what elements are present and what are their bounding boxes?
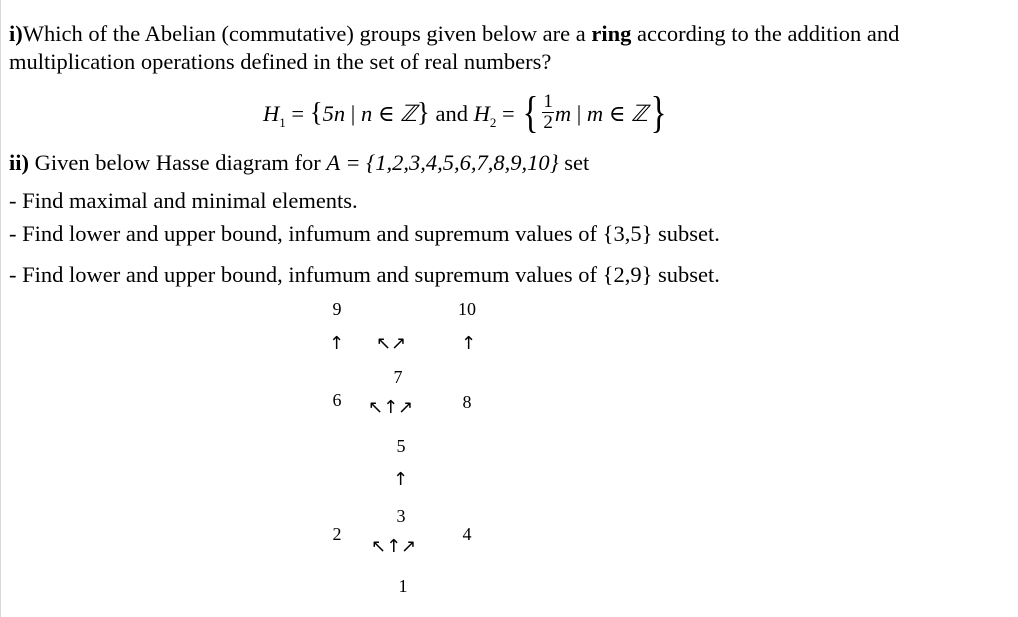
hasse-node-8: 8 xyxy=(462,392,472,412)
arrows-5-to-6-7-8: ↖↑↗ xyxy=(368,397,414,418)
question-i-line-2: multiplication operations defined in the set of real numbers? xyxy=(9,49,552,74)
h2-bar: | xyxy=(571,101,587,126)
hasse-node-7: 7 xyxy=(393,367,403,387)
arrows-7-to-9-and-10: ↖↗ xyxy=(376,333,407,354)
set-expression: A = {1,2,3,4,5,6,7,8,9,10} xyxy=(326,150,559,175)
h1-subscript: 1 xyxy=(279,115,286,130)
fraction-numerator: 1 xyxy=(543,91,553,113)
arrow-8-to-10: ↑ xyxy=(461,333,477,354)
h1-open-brace: { xyxy=(309,97,323,127)
one-half-fraction xyxy=(542,92,554,133)
h2-variable: m xyxy=(554,101,572,126)
h1-name: H xyxy=(263,101,280,126)
hasse-node-1: 1 xyxy=(398,576,408,596)
h2-close-brace: } xyxy=(650,87,667,137)
question-i-text-start: Which of the Abelian (commutative) groups given below are a xyxy=(22,21,592,46)
question-ii-text: Given below Hasse diagram for xyxy=(29,150,327,175)
fraction-denominator: 2 xyxy=(543,112,553,134)
and-word: and xyxy=(429,101,474,126)
hasse-node-9: 9 xyxy=(332,299,342,319)
task-subset-3-5: - Find lower and upper bound, infumum and supremum values of {3,5} subset. xyxy=(9,221,720,246)
hasse-node-4: 4 xyxy=(462,524,472,544)
h2-subscript: 2 xyxy=(489,115,497,130)
question-i-line-1 xyxy=(9,21,899,47)
h1-equals: = xyxy=(285,101,310,126)
h1-close-brace: } xyxy=(416,97,430,127)
hasse-node-3: 3 xyxy=(396,506,406,526)
arrow-3-to-5: ↑ xyxy=(393,469,409,490)
task-subset-2-9: - Find lower and upper bound, infumum and supremum values of {2,9} subset. xyxy=(9,262,720,287)
arrow-6-to-9: ↑ xyxy=(329,333,345,354)
hasse-node-10: 10 xyxy=(458,299,476,319)
set-word: set xyxy=(558,150,590,175)
formula-line xyxy=(263,87,669,137)
question-ii-label: ii) xyxy=(9,150,29,175)
hasse-node-2: 2 xyxy=(332,524,342,544)
arrows-1-to-2-3-4: ↖↑↗ xyxy=(371,536,417,557)
question-i-label: i) xyxy=(9,21,23,46)
h1-expression: 5n xyxy=(322,101,346,126)
h2-equals: = xyxy=(496,101,521,126)
h1-condition: n ∈ ℤ xyxy=(360,101,417,126)
h2-open-brace: { xyxy=(522,87,539,137)
hasse-node-5: 5 xyxy=(396,436,406,456)
h2-name: H xyxy=(473,101,490,126)
question-ii-line xyxy=(9,150,589,176)
h2-condition: m ∈ ℤ xyxy=(586,101,648,126)
hasse-node-6: 6 xyxy=(332,390,342,410)
task-maximal-minimal: - Find maximal and minimal elements. xyxy=(9,188,358,213)
question-i-bold-word: ring xyxy=(591,21,632,46)
h1-bar: | xyxy=(345,101,361,126)
question-i-text-end: according to the addition and xyxy=(631,21,900,46)
